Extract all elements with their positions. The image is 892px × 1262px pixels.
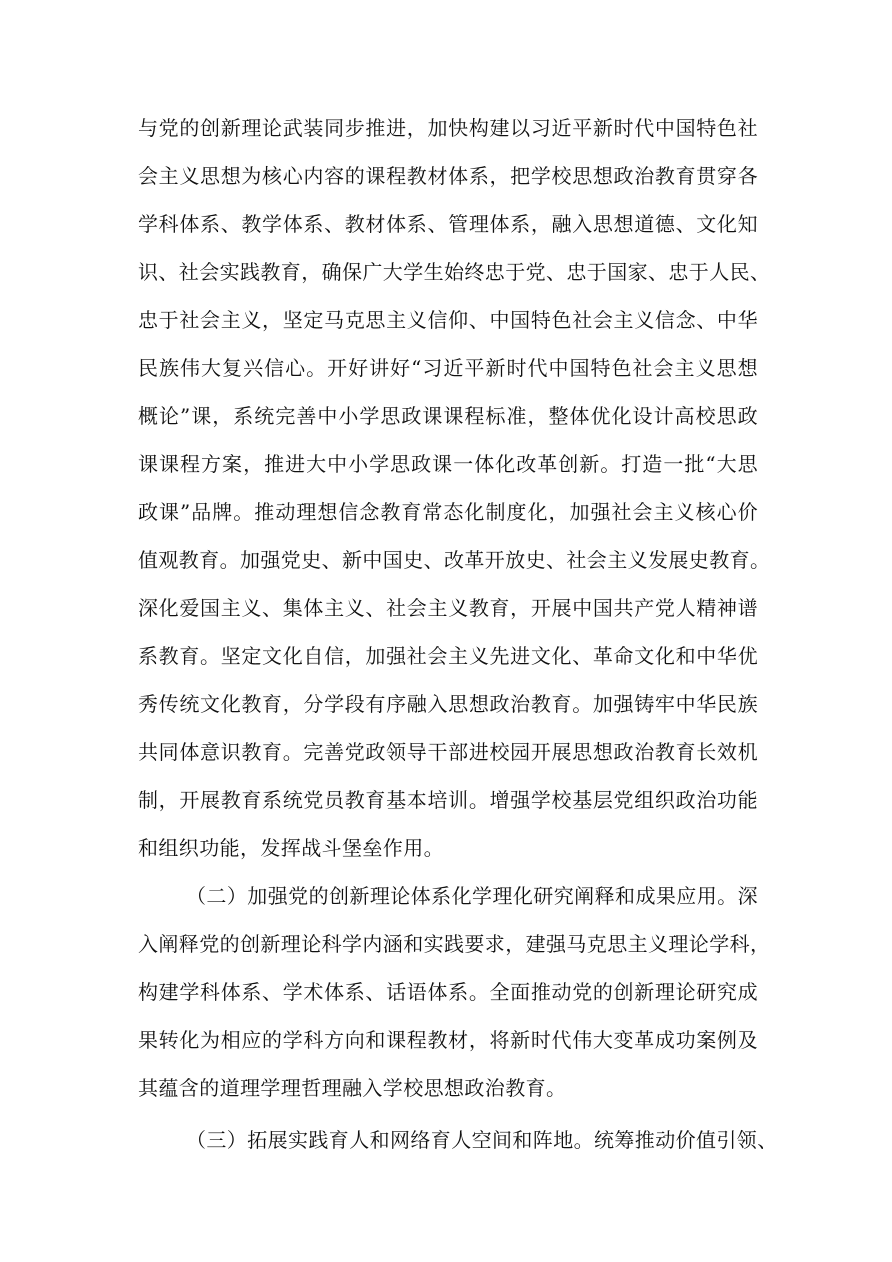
- paragraph-line: 和组织功能，发挥战斗堡垒作用。: [138, 836, 444, 860]
- section-heading-line: （二）加强党的创新理论体系化学理化研究阐释和成果应用。深: [186, 884, 758, 908]
- section-heading-line: （三）拓展实践育人和网络育人空间和阵地。统筹推动价值引领、: [186, 1128, 778, 1152]
- paragraph-line: 制，开展教育系统党员教育基本培训。增强学校基层党组织政治功能: [138, 788, 758, 812]
- paragraph-line: 会主义思想为核心内容的课程教材体系，把学校思想政治教育贯穿各: [138, 164, 758, 188]
- paragraph-line: 概论”课，系统完善中小学思政课课程标准，整体优化设计高校思政: [138, 404, 758, 428]
- paragraph-line: 政课”品牌。推动理想信念教育常态化制度化，加强社会主义核心价: [138, 500, 758, 524]
- paragraph-line: 其蕴含的道理学理哲理融入学校思想政治教育。: [138, 1076, 567, 1100]
- paragraph-line: 系教育。坚定文化自信，加强社会主义先进文化、革命文化和中华优: [138, 644, 758, 668]
- paragraph-line: 共同体意识教育。完善党政领导干部进校园开展思想政治教育长效机: [138, 740, 758, 764]
- paragraph-line: 学科体系、教学体系、教材体系、管理体系，融入思想道德、文化知: [138, 212, 758, 236]
- paragraph-line: 民族伟大复兴信心。开好讲好“习近平新时代中国特色社会主义思想: [138, 356, 758, 380]
- paragraph-line: 识、社会实践教育，确保广大学生始终忠于党、忠于国家、忠于人民、: [138, 260, 771, 284]
- paragraph-line: 入阐释党的创新理论科学内涵和实践要求，建强马克思主义理论学科，: [138, 932, 771, 956]
- paragraph-line: 忠于社会主义，坚定马克思主义信仰、中国特色社会主义信念、中华: [138, 308, 758, 332]
- paragraph-line: 课课程方案，推进大中小学思政课一体化改革创新。打造一批“大思: [138, 452, 758, 476]
- paragraph-line: 与党的创新理论武装同步推进，加快构建以习近平新时代中国特色社: [138, 116, 758, 140]
- paragraph-line: 果转化为相应的学科方向和课程教材，将新时代伟大变革成功案例及: [138, 1028, 758, 1052]
- paragraph-line: 深化爱国主义、集体主义、社会主义教育，开展中国共产党人精神谱: [138, 596, 758, 620]
- paragraph-line: 构建学科体系、学术体系、话语体系。全面推动党的创新理论研究成: [138, 980, 758, 1004]
- paragraph-line: 值观教育。加强党史、新中国史、改革开放史、社会主义发展史教育。: [138, 548, 771, 572]
- paragraph-line: 秀传统文化教育，分学段有序融入思想政治教育。加强铸牢中华民族: [138, 692, 758, 716]
